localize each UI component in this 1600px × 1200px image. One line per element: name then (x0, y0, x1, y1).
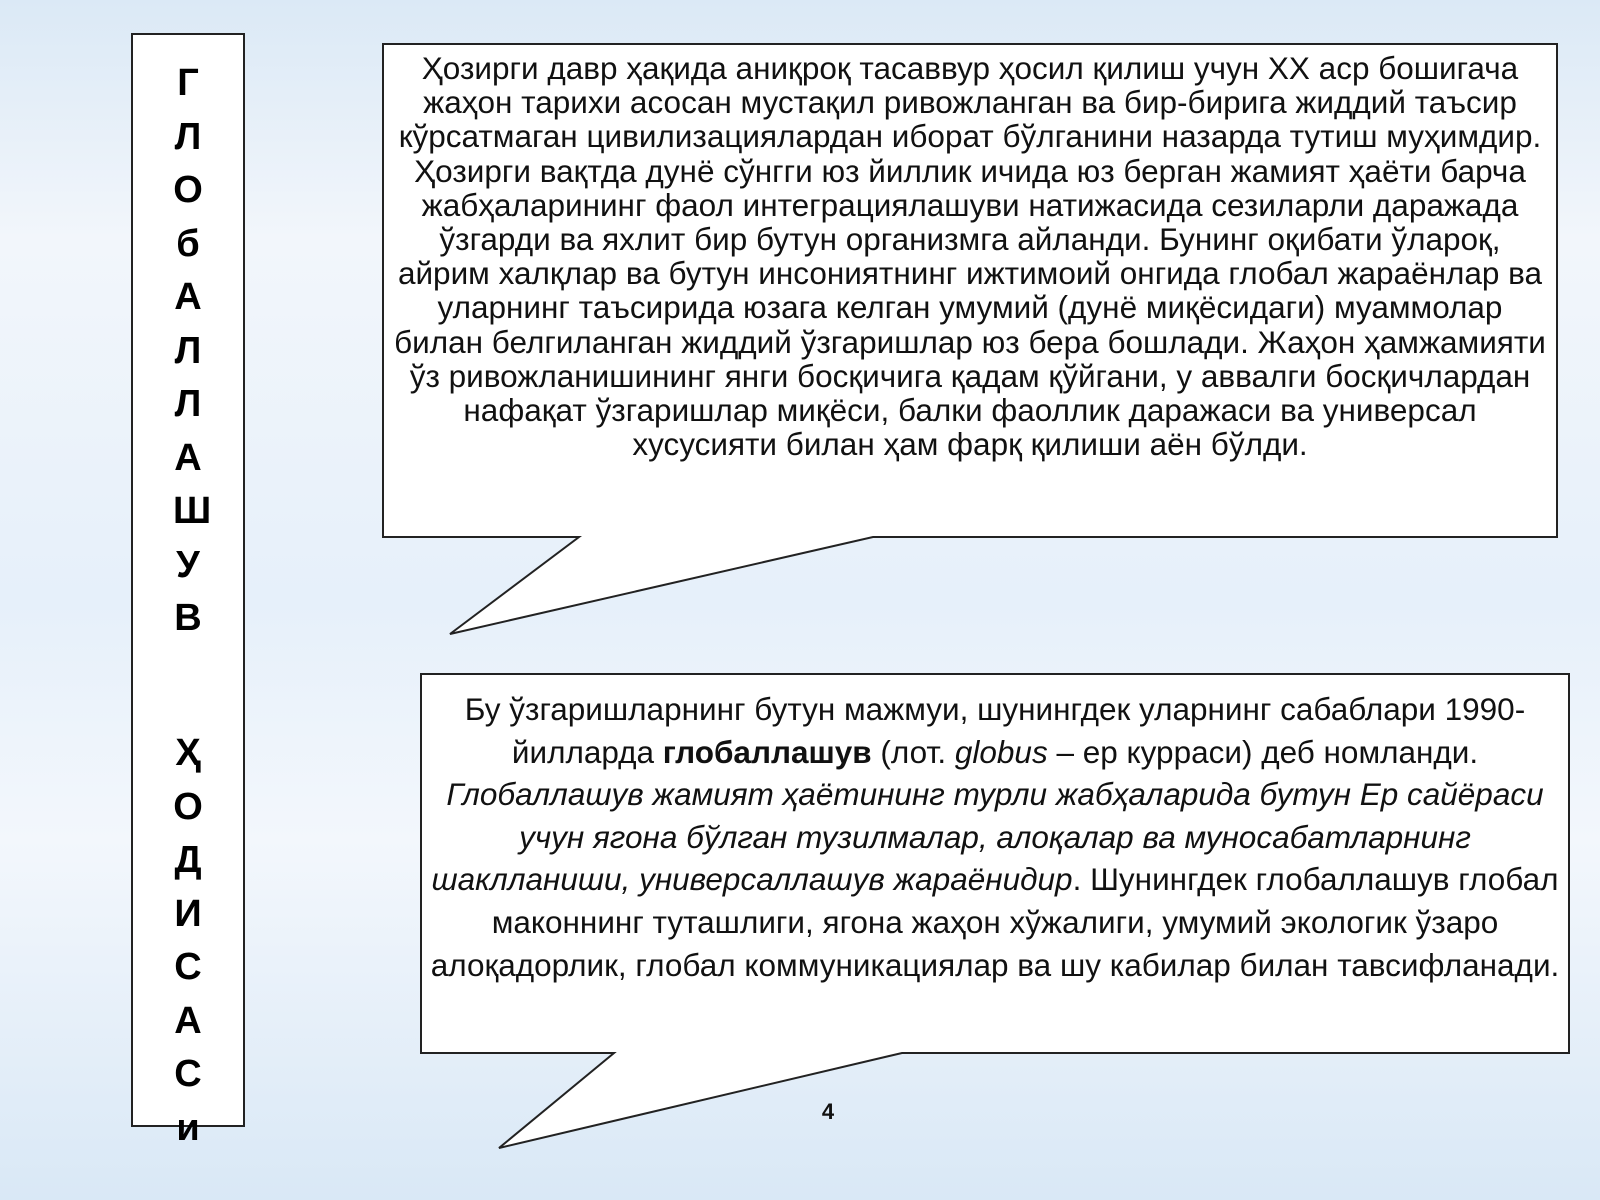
title-line-2: ҲОДИСАСи (173, 732, 203, 1149)
title-line-1: ГЛОбАЛЛАШУВ (173, 62, 212, 639)
callout-box-1 (383, 44, 1557, 636)
latin-close: – ер курраси) деб номланди. (1047, 733, 1479, 770)
term-globalization: глобаллашув (662, 733, 872, 770)
callout-box-2 (421, 674, 1569, 1152)
vertical-title-box (131, 33, 245, 1149)
callout-2-rest: . Шунингдек глобаллашув глобал маконнинг туташлиги, ягона жаҳон хўжалиги, умумий экологик ўзаро алоқадорлик, глобал коммуникациялар ва шу кабилар билан тавсифланади. (430, 861, 1560, 983)
latin-word: globus (954, 733, 1048, 770)
callout-2-text (429, 688, 1561, 986)
latin-open: (лот. (871, 733, 955, 770)
page-number: 4 (821, 1099, 835, 1124)
definition-text: Глобаллашув жамият ҳаётининг турли жабҳаларида бутун Ер сайёраси учун ягона бўлган тузилмалар, алоқалар ва муносабатларнинг шаклланиши, универсаллашув жараёнидир (431, 776, 1544, 898)
callout-1-text: Ҳозирги давр ҳақида аниқроқ тасаввур ҳосил қилиш учун ХХ аср бошигача жаҳон тарихи асосан мустақил ривожланган ва бир-бирига жиддий таъсир кўрсатмаган цивилизациялардан иборат бўлганини назарда тутиш муҳимдир. Ҳозирги вақтда дунё сўнгги юз йиллик ичида юз берган жамият ҳаёти барча жабҳаларининг фаол интеграциялашуви натижасида сезиларли даражада ўзгарди ва яхлит бир бутун организмга айланди. Бунинг оқибати ўлароқ, айрим халқлар ва бутун инсониятнинг ижтимоий онгида глобал жараёнлар ва уларнинг таъсирида юзага келган умумий (дунё миқёсидаги) муаммолар билан белгиланган жиддий ўзгаришлар юз бера бошлади. Жаҳон ҳамжамияти ўз ривожланишининг янги босқичига қадам қўйгани, у аввалги босқичлардан нафақат ўзгаришлар миқёси, балки фаоллик даражаси ва универсал хусусияти билан ҳам фарқ қилиши аён бўлди. (394, 50, 1546, 463)
callout-2-intro: Бу ўзгаришларнинг бутун мажмуи, шунингдек уларнинг сабаблари 1990-йилларда (464, 691, 1526, 770)
